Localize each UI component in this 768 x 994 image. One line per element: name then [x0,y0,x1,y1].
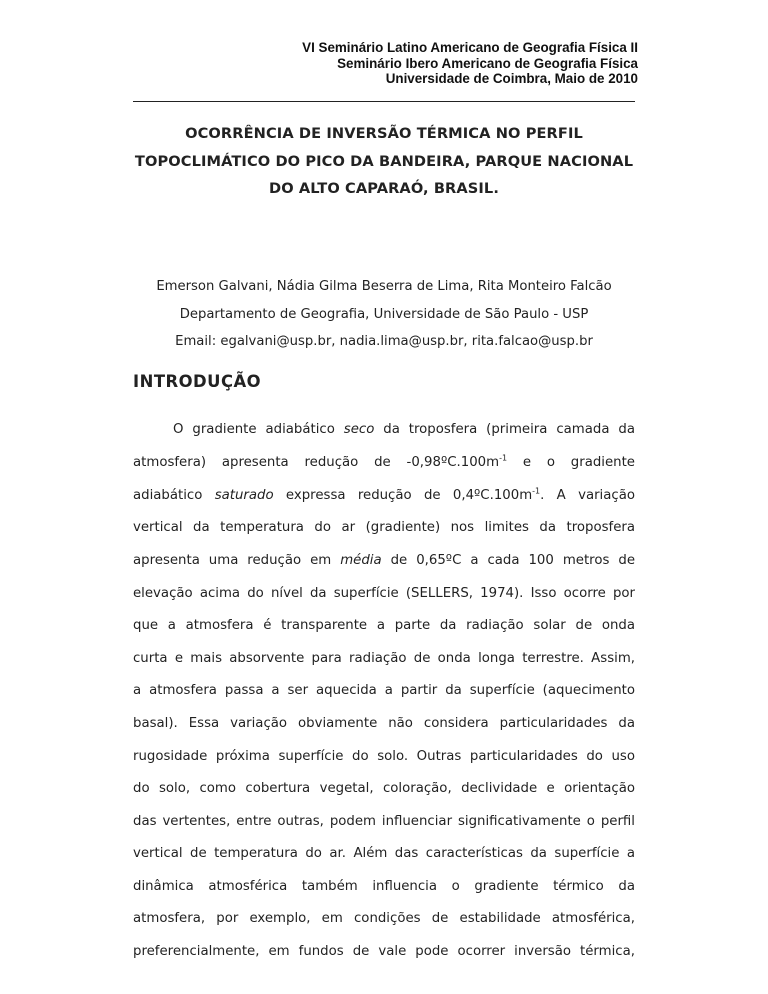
body-line: curta e mais absorvente para radiação de onda longa terrestre. Assim, [133,651,635,666]
body-line: basal). Essa variação obviamente não considera particularidades da [133,716,635,731]
conference-header [302,40,638,87]
body-line: a atmosfera passa a ser aquecida a partir da superfície (aquecimento [133,683,635,698]
conference-header-line-1: VI Seminário Latino Americano de Geografia Física II [302,40,638,55]
section-heading: INTRODUÇÃO [133,372,262,391]
body-line: preferencialmente, em fundos de vale pode ocorrer inversão térmica, [133,944,635,959]
body-line: apresenta uma redução em média de 0,65ºC a cada 100 metros de [133,553,635,568]
body-line: adiabático saturado expressa redução de $0,4ºC.100m^{-1}$. A variação [133,486,635,503]
conference-header-line-3: Universidade de Coimbra, Maio de 2010 [385,71,638,87]
header-divider [133,101,635,102]
body-line: que a atmosfera é transparente a parte da radiação solar de onda [133,618,635,633]
body-line: elevação acima do nível da superfície (SELLERS, 1974). Isso ocorre por [133,586,635,601]
body-line: do solo, como cobertura vegetal, coloração, declividade e orientação [133,781,635,796]
body-line: das vertentes, entre outras, podem influenciar significativamente o perfil [133,814,635,829]
body-line: dinâmica atmosférica também influencia o gradiente térmico da [133,879,635,894]
author-list: Emerson Galvani, Nádia Gilma Beserra de Lima, Rita Monteiro Falcão [156,279,612,294]
affiliation: Departamento de Geografia, Universidade de São Paulo - USP [179,307,589,322]
body-line: vertical da temperatura do ar (gradiente) nos limites da troposfera [133,520,635,535]
conference-header-line-2: Seminário Ibero Americano de Geografia Física [337,55,638,71]
body-line: O gradiente adiabático seco da troposfera (primeira camada da [173,422,635,437]
paper-title [110,120,658,203]
body-line: vertical de temperatura do ar. Além das características da superfície a [133,846,635,861]
body-line: atmosfera, por exemplo, em condições de estabilidade atmosférica, [133,911,635,926]
body-line: rugosidade próxima superfície do solo. Outras particularidades do uso [133,749,635,764]
body-line: atmosfera) apresenta redução de $-0,98ºC.100m^{-1}$ e o gradiente [133,453,635,470]
paper-title-line-1: OCORRÊNCIA DE INVERSÃO TÉRMICA NO PERFIL [185,125,583,142]
email-contacts: Email: egalvani@usp.br, nadia.lima@usp.br, rita.falcao@usp.br [175,334,593,349]
paper-title-line-2: TOPOCLIMÁTICO DO PICO DA BANDEIRA, PARQUE NACIONAL [134,152,634,170]
paper-title-line-3: DO ALTO CAPARAÓ, BRASIL. [269,180,499,197]
